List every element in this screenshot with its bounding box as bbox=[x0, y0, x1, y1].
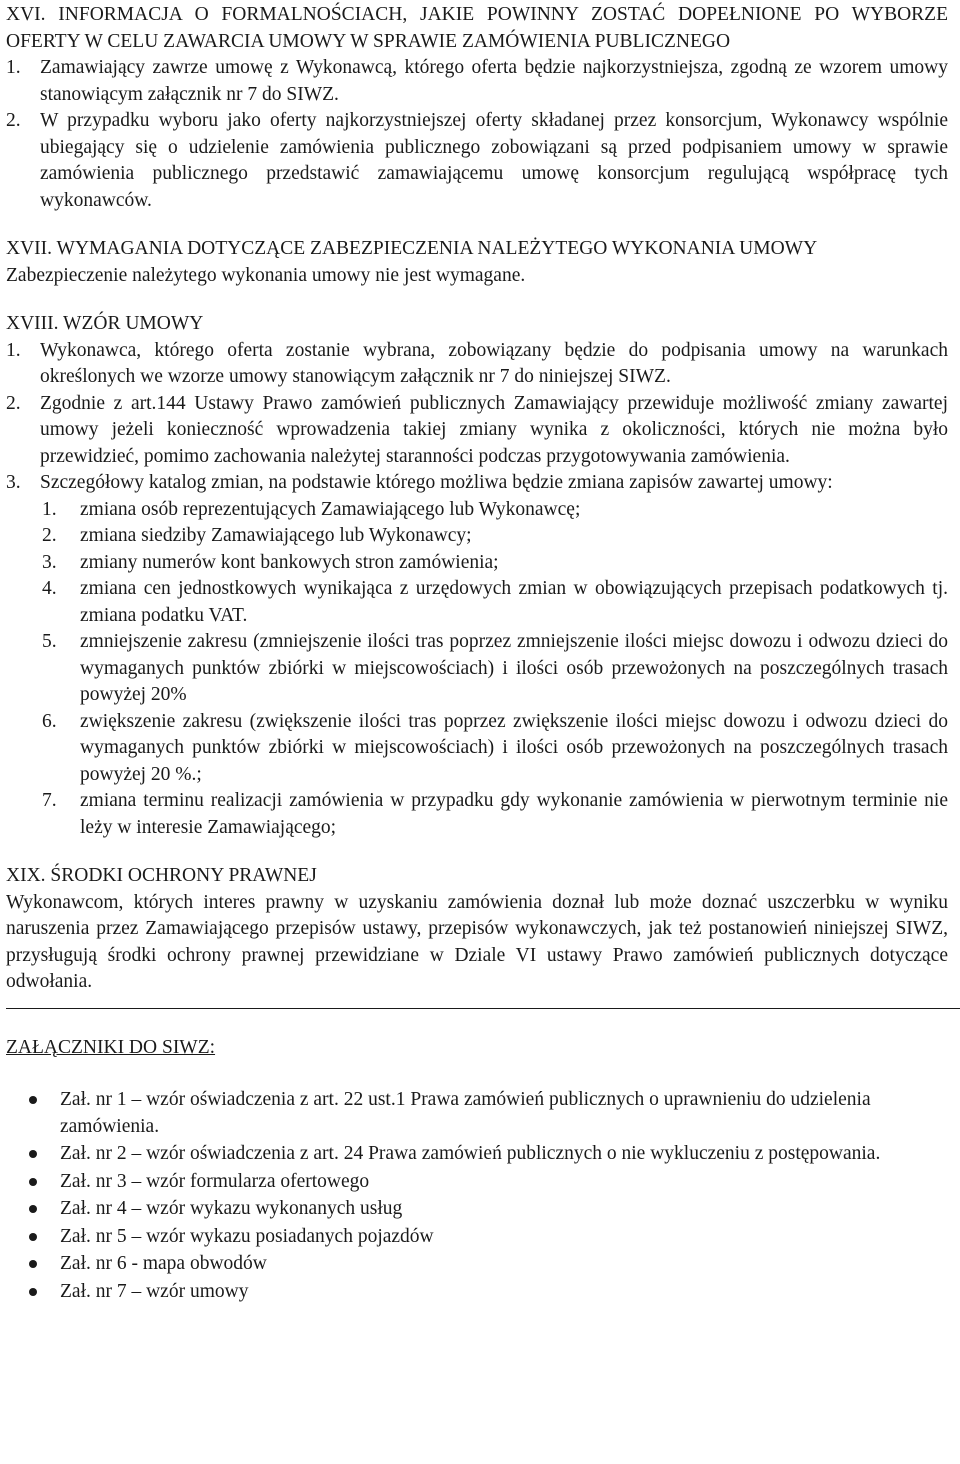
list-item bbox=[42, 629, 948, 709]
list-item bbox=[42, 788, 948, 841]
item-number: 1. bbox=[42, 498, 57, 520]
list-item bbox=[6, 55, 948, 108]
item-number: 1. bbox=[6, 57, 21, 78]
attachments-title: ZAŁĄCZNIKI DO SIWZ: bbox=[6, 1036, 216, 1058]
bullet-icon bbox=[6, 1279, 60, 1306]
item-text: zmiana terminu realizacji zamówienia w przypadku gdy wykonanie zamówienia w pierwotnym terminie nie leży w interesie Zamawiającego; bbox=[80, 790, 948, 838]
item-text: Zamawiający zawrze umowę z Wykonawcą, którego oferta będzie najkorzystniejsza, zgodną ze wzorem umowy stanowiącym załącznik nr 7 do SIWZ. bbox=[40, 57, 948, 105]
list-item bbox=[42, 709, 948, 789]
item-text: Wykonawca, którego oferta zostanie wybrana, zobowiązany będzie do podpisania umowy na warunkach określonych we wzorze umowy stanowiącym załącznik nr 7 do niniejszej SIWZ. bbox=[40, 339, 948, 387]
item-text: zmiana siedziby Zamawiającego lub Wykonawcy; bbox=[80, 525, 472, 546]
attachments-list bbox=[6, 1087, 948, 1305]
item-text: Zgodnie z art.144 Ustawy Prawo zamówień publicznych Zamawiający przewiduje możliwość zmiany zawartej umowy jeżeli konieczność wprowadzenia takiej zmiany wynika z okoliczności, których nie można było przewidzieć, pomimo zachowania należytej staranności podczas przygotowywania zamówienia. bbox=[40, 392, 948, 467]
list-item bbox=[6, 470, 948, 497]
section-xviii-list bbox=[6, 338, 948, 497]
item-number: 5. bbox=[42, 631, 57, 652]
item-number: 3. bbox=[42, 551, 57, 573]
list-item bbox=[6, 1087, 948, 1140]
attachment-text: Zał. nr 1 – wzór oświadczenia z art. 22 ust.1 Prawa zamówień publicznych o uprawnieniu do udzielenia zamówienia. bbox=[60, 1089, 871, 1137]
list-item bbox=[6, 108, 948, 214]
bullet-icon bbox=[6, 1251, 60, 1278]
item-text: zmiany numerów kont bankowych stron zamówienia; bbox=[80, 551, 499, 573]
list-item bbox=[6, 1141, 948, 1168]
item-text: zwiększenie zakresu (zwiększenie ilości tras poprzez zwiększenie ilości miejsc dowozu i odwozu dzieci do wymaganych punktów zbiórki w miejscowościach) i ilości osób przewożonych na poszczególnych trasach powyżej 20 %.; bbox=[80, 710, 948, 785]
item-number: 2. bbox=[42, 525, 57, 546]
item-number: 7. bbox=[42, 790, 57, 811]
section-heading-xvii: XVII. WYMAGANIA DOTYCZĄCE ZABEZPIECZENIA NALEŻYTEGO WYKONANIA UMOWY bbox=[6, 238, 818, 259]
item-number: 4. bbox=[42, 578, 57, 599]
attachment-text: Zał. nr 6 - mapa obwodów bbox=[60, 1253, 267, 1274]
item-text: zmiana osób reprezentujących Zamawiającego lub Wykonawcę; bbox=[80, 498, 581, 520]
bullet-icon bbox=[6, 1141, 60, 1168]
list-item bbox=[6, 1251, 948, 1278]
section-heading-xix: XIX. ŚRODKI OCHRONY PRAWNEJ bbox=[6, 865, 317, 886]
list-item bbox=[6, 391, 948, 471]
bullet-icon bbox=[6, 1196, 60, 1223]
bullet-icon bbox=[6, 1169, 60, 1196]
attachment-text: Zał. nr 4 – wzór wykazu wykonanych usług bbox=[60, 1198, 403, 1219]
item-number: 6. bbox=[42, 710, 57, 732]
list-item bbox=[42, 550, 948, 577]
section-xix-text: Wykonawcom, których interes prawny w uzyskaniu zamówienia doznał lub może doznać uszczerbku w wyniku naruszenia przez Zamawiającego przepisów ustawy, przepisów wykonawczych, jak też postanowień niniejszej SIWZ, przysługują środki ochrony prawnej przewidziane w Dziale VI ustawy Prawo zamówień publicznych dotyczące odwołania. bbox=[6, 891, 948, 992]
list-item bbox=[6, 1224, 948, 1251]
item-number: 2. bbox=[6, 110, 21, 131]
item-text: zmiana cen jednostkowych wynikająca z urzędowych zmian w obowiązujących przepisach podatkowych tj. zmiana podatku VAT. bbox=[80, 578, 948, 626]
list-item bbox=[6, 338, 948, 391]
attachment-text: Zał. nr 5 – wzór wykazu posiadanych pojazdów bbox=[60, 1225, 434, 1247]
document-page bbox=[6, 2, 948, 1306]
item-text: zmniejszenie zakresu (zmniejszenie ilości tras poprzez zmniejszenie ilości miejsc dowozu i odwozu dzieci do wymaganych punktów zbiórki w miejscowościach) i ilości osób przewożonych na poszczególnych trasach powyżej 20% bbox=[80, 631, 948, 705]
section-xvii-text: Zabezpieczenie należytego wykonania umowy nie jest wymagane. bbox=[6, 264, 526, 286]
bullet-icon bbox=[6, 1224, 60, 1251]
bullet-icon bbox=[6, 1087, 60, 1140]
item-text: W przypadku wyboru jako oferty najkorzystniejszej oferty składanej przez konsorcjum, Wykonawcy wspólnie ubiegający się o udzielenie zamówienia publicznego zobowiązani są przed podpisaniem umowy w sprawie zamówienia publicznego przedstawić zamawiającemu umowę konsorcjum regulującą współpracę tych wykonawców. bbox=[40, 110, 948, 211]
list-item bbox=[42, 497, 948, 524]
section-divider bbox=[6, 1008, 960, 1009]
list-item bbox=[42, 523, 948, 550]
list-item bbox=[6, 1196, 948, 1223]
list-item bbox=[6, 1279, 948, 1306]
section-heading-xvi: XVI. INFORMACJA O FORMALNOŚCIACH, JAKIE POWINNY ZOSTAĆ DOPEŁNIONE PO WYBORZE OFERTY W CELU ZAWARCIA UMOWY W SPRAWIE ZAMÓWIENIA PUBLICZNEGO bbox=[6, 4, 948, 52]
attachment-text: Zał. nr 7 – wzór umowy bbox=[60, 1280, 249, 1302]
attachment-text: Zał. nr 2 – wzór oświadczenia z art. 24 Prawa zamówień publicznych o nie wykluczeniu z postępowania. bbox=[60, 1143, 881, 1164]
change-catalog-list bbox=[42, 497, 948, 842]
list-item bbox=[6, 1169, 948, 1196]
attachment-text: Zał. nr 3 – wzór formularza ofertowego bbox=[60, 1170, 370, 1192]
section-heading-xviii: XVIII. WZÓR UMOWY bbox=[6, 313, 204, 334]
item-number: 3. bbox=[6, 472, 21, 493]
item-text: Szczegółowy katalog zmian, na podstawie którego możliwa będzie zmiana zapisów zawartej umowy: bbox=[40, 472, 833, 493]
section-xvi-list bbox=[6, 55, 948, 214]
item-number: 1. bbox=[6, 339, 21, 361]
item-number: 2. bbox=[6, 392, 21, 414]
list-item bbox=[42, 576, 948, 629]
